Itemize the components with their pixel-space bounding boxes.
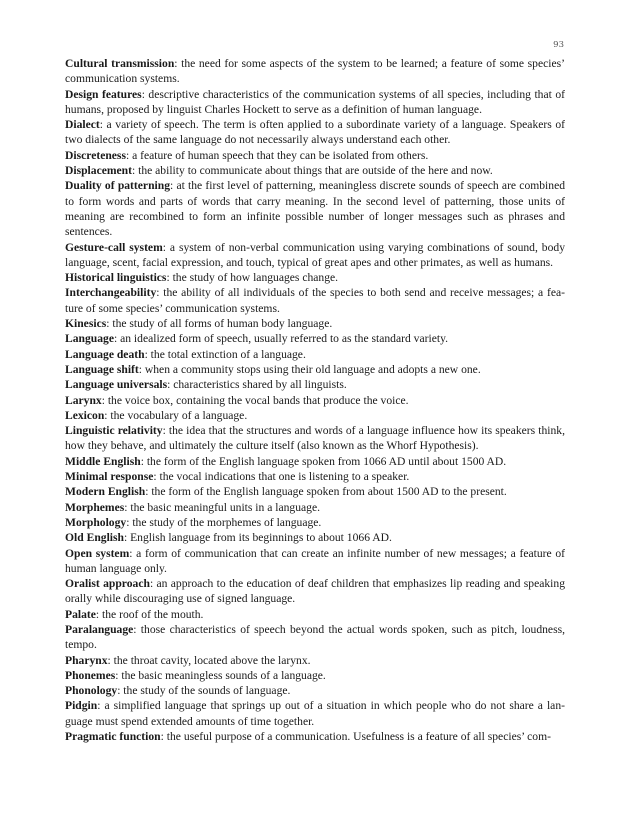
glossary-entry [65,653,565,668]
glossary-term: Modern English [65,485,146,499]
glossary-term: Minimal response [65,470,154,484]
glossary-entry [65,698,565,729]
glossary-entry [65,515,565,530]
glossary-definition: : the basic meaningful units in a language. [124,500,321,514]
glossary-entry [65,117,565,148]
glossary-entry [65,408,565,423]
glossary-entry [65,469,565,484]
glossary-term: Cultural transmission [65,57,175,70]
glossary-term: Phonology [65,684,118,698]
glossary-entry [65,576,565,607]
glossary-definition: : the study of the morphemes of language. [126,515,322,529]
glossary-entry [65,347,565,362]
glossary-entry [65,331,565,346]
glossary-term: Old English [65,531,124,545]
glossary-term: Paralanguage [65,622,134,636]
glossary-term: Language universals [65,378,168,392]
glossary-term: Middle English [65,454,141,468]
glossary-term: Displacement [65,164,132,178]
glossary-term: Dialect [65,118,100,132]
glossary-definition: : a variety of speech. The term is often applied to a subordinate variety of a language. Speakers of two dialects of the same language do not necessarily always understand each other. [65,118,565,147]
glossary-entry [65,622,565,653]
glossary-definition: : the throat cavity, located above the larynx. [107,653,311,667]
glossary-definition: : the total extinction of a language. [144,347,306,361]
glossary-definition: : when a community stops using their old language and adopts a new one. [138,362,481,376]
glossary-entry [65,607,565,622]
glossary-definition: : the basic meaningless sounds of a language. [115,668,326,682]
glossary-term: Kinesics [65,317,107,331]
glossary-term: Linguistic relativity [65,424,163,438]
glossary-entry [65,668,565,683]
page-number: 93 [553,40,564,50]
glossary-term: Pidgin [65,699,98,713]
glossary-entry [65,56,565,87]
glossary-term: Larynx [65,393,102,407]
glossary-definition: : the voice box, containing the vocal bands that produce the voice. [101,393,409,407]
glossary-term: Morphemes [65,500,125,514]
glossary-definition: : those characteristics of speech beyond the actual words spoken, such as pitch, loudness, tempo. [65,622,565,652]
glossary-term: Lexicon [65,408,105,422]
glossary-entry [65,393,565,408]
glossary-definition: : the ability of all individuals of the species to both send and receive messages; a feature of some species’ communication systems. [65,286,565,315]
glossary-definition: : the useful purpose of a communication. Usefulness is a feature of all species’ com- [160,730,551,744]
glossary-entry [65,316,565,331]
glossary-definition: : the roof of the mouth. [95,607,204,621]
glossary-entry [65,240,565,271]
glossary-definition: : the vocabulary of a language. [104,408,248,422]
glossary-definition: : the form of the English language spoken from about 1500 AD to the present. [145,485,507,499]
glossary-definition: : an approach to the education of deaf children that emphasizes lip reading and speaking orally while discouraging use of signed language. [65,577,565,606]
glossary-entry [65,484,565,499]
glossary-definition: : an idealized form of speech, usually referred to as the standard variety. [113,332,449,346]
glossary-definition: : a feature of human speech that they can be isolated from others. [125,148,429,162]
glossary-entry [65,454,565,469]
glossary-term: Palate [65,607,96,621]
glossary-term: Gesture-call system [65,240,163,254]
glossary-definition: : at the first level of patterning, meaningless discrete sounds of speech are combined to form words and parts of words that carry meaning. In the second level of patterning, those units of meaning are recombined to form an infinite possible number of longer messages such as phrases and sentences. [65,179,566,239]
glossary-definition: : the need for some aspects of the system to be learned; a feature of some species’ communication systems. [65,57,565,86]
glossary-term: Phonemes [65,668,116,682]
glossary-term: Pharynx [65,653,108,667]
glossary-term: Interchangeability [65,286,157,300]
glossary-term: Language death [65,347,145,361]
glossary-entry [65,683,565,698]
glossary-term: Oralist approach [65,577,150,591]
glossary-entry [65,500,565,515]
glossary-term: Duality of patterning [65,179,170,193]
glossary-term: Open system [65,546,130,560]
glossary-definition: : the study of the sounds of language. [117,684,291,698]
glossary-definition: : a system of non-verbal communication using varying combinations of sound, body language, scent, facial expression, and touch, typical of great apes and other primates, as well as humans. [65,240,565,269]
glossary-entry [65,530,565,545]
glossary-definition: : descriptive characteristics of the communication systems of all species, including that of humans, proposed by linguist Charles Hockett to serve as a definition of human language. [65,87,565,116]
glossary-entry [65,87,565,118]
glossary-definition: : the idea that the structures and words of a language influence how its speakers think, how they behave, and ultimately the culture itself (also known as the Whorf Hypothesis). [65,424,565,453]
glossary-definition: : the study of how languages change. [166,271,339,285]
glossary-term: Morphology [65,515,127,529]
glossary-definition: : the study of all forms of human body language. [106,317,333,331]
glossary-term: Design features [65,87,142,101]
glossary-term: Discreteness [65,148,126,162]
glossary-definition: : a simplified language that springs up out of a situation in which people who do not share a language must spend extended amounts of time together. [65,699,565,728]
glossary-entry [65,148,565,163]
glossary-definition: : English language from its beginnings to about 1066 AD. [123,531,392,545]
glossary-definition: : the form of the English language spoken from 1066 AD until about 1500 AD. [140,454,507,468]
glossary-list [65,56,565,744]
glossary-entry [65,270,565,285]
glossary-definition: : the ability to communicate about things that are outside of the here and now. [131,164,493,178]
glossary-entry [65,362,565,377]
glossary-entry [65,178,565,239]
glossary-term: Pragmatic function [65,730,161,744]
glossary-entry [65,377,565,392]
glossary-term: Language [65,332,114,346]
glossary-entry [65,163,565,178]
glossary-term: Language shift [65,362,139,376]
glossary-entry [65,729,565,744]
glossary-entry [65,546,565,577]
glossary-term: Historical linguistics [65,271,167,285]
glossary-definition: : the vocal indications that one is listening to a speaker. [153,470,410,484]
glossary-definition: : a form of communication that can create an infinite number of new messages; a feature of human language only. [65,546,565,575]
glossary-definition: : characteristics shared by all linguists. [167,378,347,392]
glossary-entry [65,285,565,316]
glossary-entry [65,423,565,454]
